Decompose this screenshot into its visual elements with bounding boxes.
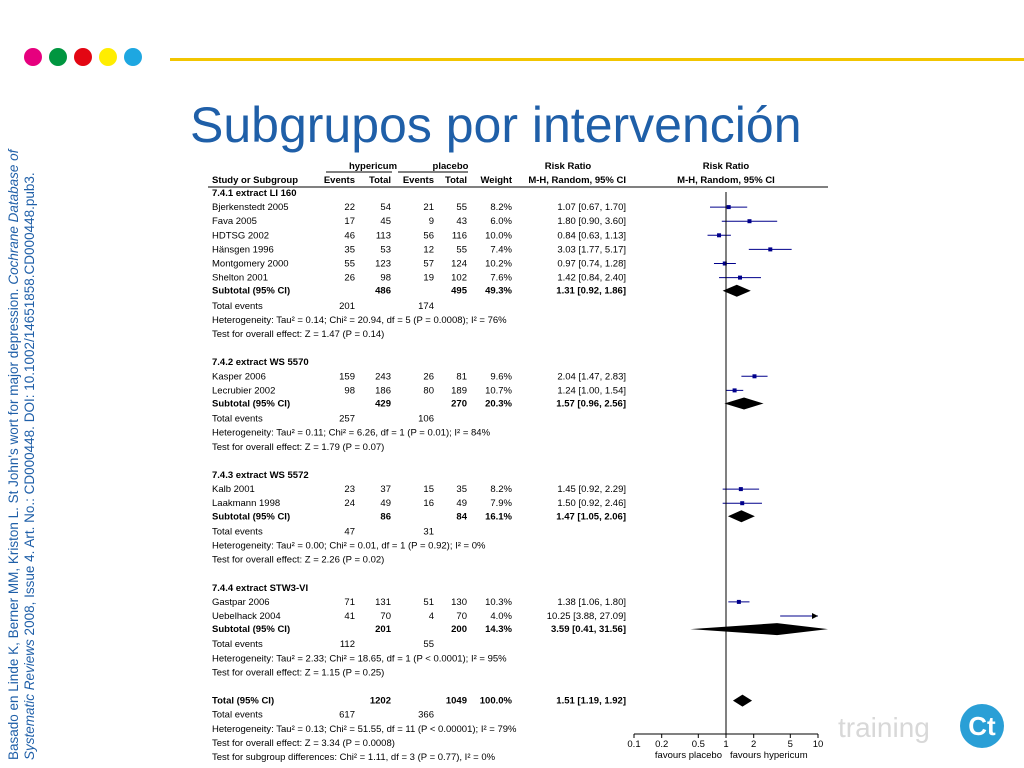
header-total-ctl: Total (445, 175, 467, 186)
study-name: Kalb 2001 (212, 484, 255, 496)
x-tick-label: 0.2 (655, 739, 669, 750)
header-events-exp: Events (323, 175, 355, 186)
study-weight: 6.0% (490, 216, 512, 228)
subtotal-label: Subtotal (95% CI) (212, 285, 291, 297)
subtotal-ci-text: 1.47 [1.05, 2.06] (556, 511, 626, 523)
study-total-exp: 123 (375, 258, 391, 270)
heterogeneity-text: Heterogeneity: Tau² = 0.00; Chi² = 0.01, df = 1 (P = 0.92); I² = 0% (212, 540, 486, 552)
study-weight: 10.0% (485, 230, 512, 242)
study-total-ctl: 70 (456, 611, 467, 622)
study-total-ctl: 130 (451, 596, 467, 608)
subtotal-total-ctl: 495 (451, 285, 467, 297)
study-total-exp: 243 (375, 371, 391, 383)
study-events-exp: 46 (344, 230, 355, 242)
study-total-ctl: 116 (451, 230, 467, 242)
study-events-exp: 98 (344, 385, 355, 397)
subtotal-label: Subtotal (95% CI) (212, 624, 291, 636)
study-events-ctl: 57 (423, 258, 434, 270)
study-name: Gastpar 2006 (212, 596, 270, 608)
study-name: Kasper 2006 (212, 371, 266, 383)
citation-part-1: Basado en Linde K, Berner MM, Kriston L. St John's wort for major depression. (6, 288, 21, 760)
study-point (739, 487, 743, 491)
study-name: Bjerkenstedt 2005 (212, 202, 289, 214)
study-point (752, 374, 756, 378)
study-total-exp: 113 (375, 230, 391, 242)
study-point (727, 205, 731, 209)
study-ci-text: 1.38 [1.06, 1.80] (557, 596, 626, 608)
study-events-exp: 55 (344, 258, 355, 270)
study-total-ctl: 55 (456, 244, 467, 256)
header-rr-method: M-H, Random, 95% CI (528, 175, 626, 186)
study-total-exp: 70 (380, 611, 391, 622)
study-total-ctl: 49 (456, 498, 467, 510)
study-name: Uebelhack 2004 (212, 611, 281, 622)
study-total-ctl: 55 (456, 202, 467, 214)
study-events-exp: 22 (344, 202, 355, 214)
logo-text: training (838, 712, 930, 743)
study-events-ctl: 21 (423, 202, 434, 214)
study-total-exp: 53 (380, 244, 391, 256)
study-ci-text: 1.50 [0.92, 2.46] (557, 498, 626, 510)
study-point (738, 276, 742, 280)
header-weight: Weight (480, 175, 512, 186)
study-total-exp: 37 (380, 484, 391, 496)
citation-part-3: Systematic Reviews (22, 639, 37, 760)
study-events-exp: 35 (344, 244, 355, 256)
study-total-exp: 49 (380, 498, 391, 510)
study-events-exp: 23 (344, 484, 355, 496)
study-ci-text: 2.04 [1.47, 2.83] (557, 371, 626, 383)
subgroup-heading: 7.4.4 extract STW3-VI (212, 582, 309, 594)
heterogeneity-text: Heterogeneity: Tau² = 2.33; Chi² = 18.65, df = 1 (P < 0.0001); I² = 95% (212, 653, 507, 665)
overall-effect-text: Test for overall effect: Z = 1.15 (P = 0.25) (212, 667, 385, 679)
x-tick-label: 0.5 (691, 739, 705, 750)
total-events-label: Total events (212, 526, 263, 538)
study-events-ctl: 12 (423, 244, 434, 256)
grand-events-label: Total events (212, 709, 263, 721)
study-ci-text: 0.97 [0.74, 1.28] (557, 258, 626, 270)
training-logo (820, 700, 1020, 760)
subtotal-total-exp: 486 (375, 285, 391, 297)
total-total-ctl: 1049 (445, 695, 467, 707)
citation-part-4: 2008, Issue 4. Art. No.: CD000448. DOI: 10.1002/14651858.CD000448.pub3. (22, 172, 37, 636)
study-ci-text: 1.80 [0.90, 3.60] (557, 216, 626, 228)
study-ci-text: 1.42 [0.84, 2.40] (557, 272, 626, 284)
subtotal-total-exp: 201 (375, 624, 391, 636)
subtotal-total-exp: 86 (380, 511, 391, 523)
study-weight: 7.4% (490, 244, 512, 256)
study-weight: 10.2% (485, 258, 512, 270)
heterogeneity-text: Heterogeneity: Tau² = 0.14; Chi² = 20.94, df = 5 (P = 0.0008); I² = 76% (212, 314, 507, 326)
study-events-ctl: 15 (423, 484, 434, 496)
total-ci-text: 1.51 [1.19, 1.92] (556, 695, 626, 707)
study-weight: 7.9% (490, 498, 512, 510)
study-ci-text: 1.07 [0.67, 1.70] (557, 202, 626, 214)
study-total-exp: 54 (380, 202, 391, 214)
study-name: Montgomery 2000 (212, 258, 289, 270)
study-events-ctl: 26 (423, 371, 434, 383)
subtotal-ci-text: 1.31 [0.92, 1.86] (556, 285, 626, 297)
slide-title: Subgrupos por intervención (190, 97, 802, 153)
total-total-exp: 1202 (369, 695, 391, 707)
study-ci-text: 0.84 [0.63, 1.13] (557, 230, 626, 242)
subtotal-total-ctl: 270 (451, 398, 467, 410)
study-total-exp: 131 (375, 596, 391, 608)
study-name: Hänsgen 1996 (212, 244, 274, 256)
total-events-exp: 47 (344, 526, 355, 538)
subtotal-diamond (690, 623, 828, 635)
study-point (737, 600, 741, 604)
total-weight: 100.0% (479, 695, 512, 707)
subgroup-heading: 7.4.1 extract LI 160 (212, 188, 297, 199)
study-weight: 4.0% (490, 611, 512, 622)
total-label: Total (95% CI) (212, 695, 275, 707)
study-events-exp: 17 (344, 216, 355, 228)
study-events-ctl: 56 (423, 230, 434, 242)
citation-part-2: Cochrane Database of (6, 149, 21, 285)
subtotal-label: Subtotal (95% CI) (212, 511, 291, 523)
study-events-exp: 26 (344, 272, 355, 284)
study-ci-text: 1.45 [0.92, 2.29] (557, 484, 626, 496)
study-events-ctl: 4 (428, 611, 434, 622)
x-tick-label: 10 (812, 739, 824, 750)
subtotal-weight: 14.3% (485, 624, 512, 636)
study-name: HDTSG 2002 (212, 230, 270, 242)
study-ci-text: 1.24 [1.00, 1.54] (557, 385, 626, 397)
study-events-ctl: 16 (423, 498, 434, 510)
study-ci-text: 10.25 [3.88, 27.09] (546, 611, 626, 622)
study-events-exp: 24 (344, 498, 355, 510)
logo-badge: Ct (960, 704, 1004, 748)
header-exp-group: hypericum (348, 161, 398, 172)
study-point (717, 233, 721, 237)
x-tick-label: 0.1 (627, 739, 641, 750)
study-total-ctl: 189 (451, 385, 467, 397)
header-total-exp: Total (369, 175, 391, 186)
subgroup-differences-text: Test for subgroup differences: Chi² = 1.11, df = 3 (P = 0.77), I² = 0% (212, 752, 496, 763)
header-plot-col: Risk Ratio (702, 161, 750, 172)
study-total-ctl: 124 (451, 258, 467, 270)
study-weight: 7.6% (490, 272, 512, 284)
study-total-ctl: 43 (456, 216, 467, 228)
study-weight: 9.6% (490, 371, 512, 383)
study-name: Laakmann 1998 (212, 498, 281, 510)
x-tick-label: 1 (723, 739, 729, 750)
study-events-ctl: 80 (423, 385, 434, 397)
total-overall-effect-text: Test for overall effect: Z = 3.34 (P = 0.0008) (212, 737, 395, 749)
study-total-exp: 45 (380, 216, 391, 228)
total-events-exp: 112 (339, 639, 355, 651)
subtotal-ci-text: 3.59 [0.41, 31.56] (551, 624, 626, 636)
study-weight: 10.3% (485, 596, 512, 608)
study-total-ctl: 35 (456, 484, 467, 496)
study-weight: 8.2% (490, 484, 512, 496)
overall-effect-text: Test for overall effect: Z = 2.26 (P = 0.02) (212, 554, 385, 566)
header-rr-col: Risk Ratio (544, 161, 592, 172)
study-point (740, 501, 744, 505)
overall-effect-text: Test for overall effect: Z = 1.79 (P = 0.07) (212, 441, 385, 453)
study-events-exp: 41 (344, 611, 355, 622)
subgroup-heading: 7.4.2 extract WS 5570 (212, 357, 309, 369)
study-name: Fava 2005 (212, 216, 257, 228)
study-events-ctl: 19 (423, 272, 434, 284)
x-tick-label: 2 (751, 739, 757, 750)
total-events-ctl: 55 (423, 639, 434, 651)
total-events-ctl: 106 (418, 413, 434, 425)
header-events-ctl: Events (402, 175, 434, 186)
subtotal-diamond (723, 285, 751, 297)
study-events-exp: 71 (344, 596, 355, 608)
total-events-exp: 257 (339, 413, 355, 425)
x-tick-label: 5 (787, 739, 793, 750)
total-diamond (733, 695, 752, 707)
study-events-exp: 159 (339, 371, 355, 383)
total-events-exp: 201 (339, 300, 355, 312)
study-events-ctl: 9 (428, 216, 434, 228)
study-total-exp: 98 (380, 272, 391, 284)
axis-left-label: favours placebo (654, 750, 722, 761)
study-total-ctl: 102 (451, 272, 467, 284)
total-events-ctl: 31 (423, 526, 434, 538)
total-events-label: Total events (212, 300, 263, 312)
total-events-label: Total events (212, 639, 263, 651)
study-ci-text: 3.03 [1.77, 5.17] (557, 244, 626, 256)
study-point (768, 247, 772, 251)
subtotal-weight: 49.3% (485, 285, 512, 297)
header-study: Study or Subgroup (212, 175, 299, 186)
subtotal-total-ctl: 84 (456, 511, 467, 523)
subtotal-weight: 20.3% (485, 398, 512, 410)
study-name: Lecrubier 2002 (212, 385, 276, 397)
axis-right-label: favours hypericum (730, 750, 808, 761)
grand-events-ctl: 366 (418, 709, 434, 721)
subtotal-weight: 16.1% (485, 511, 512, 523)
grand-events-exp: 617 (339, 709, 355, 721)
total-heterogeneity-text: Heterogeneity: Tau² = 0.13; Chi² = 51.55, df = 11 (P < 0.00001); I² = 79% (212, 723, 517, 735)
study-events-ctl: 51 (423, 596, 434, 608)
subtotal-ci-text: 1.57 [0.96, 2.56] (556, 398, 626, 410)
subtotal-label: Subtotal (95% CI) (212, 398, 291, 410)
study-weight: 10.7% (485, 385, 512, 397)
subtotal-diamond (728, 510, 755, 522)
study-point (747, 219, 751, 223)
header-plot-method: M-H, Random, 95% CI (677, 175, 775, 186)
total-events-label: Total events (212, 413, 263, 425)
heterogeneity-text: Heterogeneity: Tau² = 0.11; Chi² = 6.26, df = 1 (P = 0.01); I² = 84% (212, 427, 491, 439)
study-point (733, 388, 737, 392)
header-ctl-group: placebo (432, 161, 469, 172)
subtotal-total-ctl: 200 (451, 624, 467, 636)
subgroup-heading: 7.4.3 extract WS 5572 (212, 470, 309, 481)
study-weight: 8.2% (490, 202, 512, 214)
subtotal-total-exp: 429 (375, 398, 391, 410)
study-total-exp: 186 (375, 385, 391, 397)
study-ci-arrow (812, 613, 818, 619)
total-events-ctl: 174 (418, 300, 434, 312)
subtotal-diamond (724, 398, 763, 410)
overall-effect-text: Test for overall effect: Z = 1.47 (P = 0.14) (212, 329, 385, 340)
study-name: Shelton 2001 (212, 272, 268, 284)
study-total-ctl: 81 (456, 371, 467, 383)
